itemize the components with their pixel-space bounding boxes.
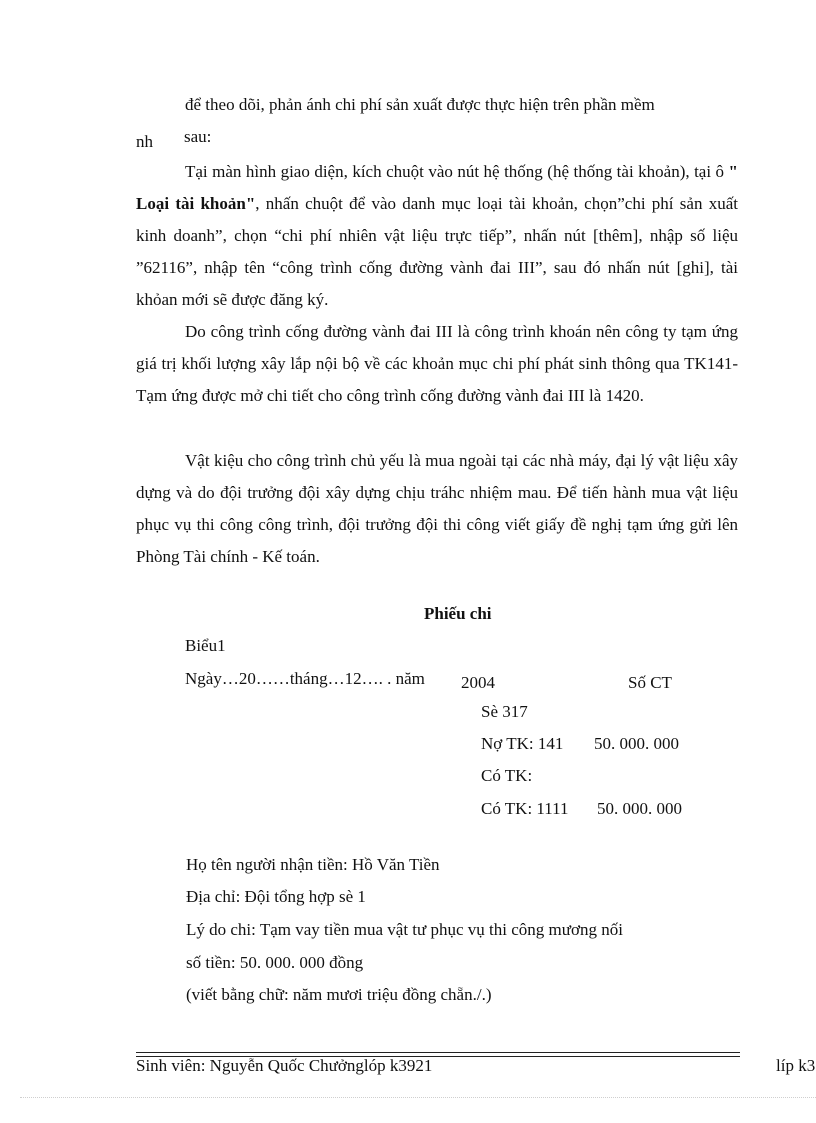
paragraph-1-fragment: nh [136, 132, 153, 151]
voucher-se-number: Sè 317 [481, 702, 528, 721]
paragraph-4: Vật kiệu cho công trình chủ yếu là mua ngoài tại các nhà máy, đại lý vật liệu xây dựng và do đội trưởng đội xây dựng chịu tráhc nhiệm mau. Để tiến hành mua vật liệu phục vụ thi công công trình, đội trưởng đội thi công viết giấy đề nghị tạm ứng gửi lên Phòng Tài chính - Kế toán. [136, 451, 738, 566]
voucher-title: Phiếu chi [424, 604, 492, 623]
voucher-year: 2004 [461, 673, 495, 692]
paragraph-3: Do công trình cống đường vành đai III là công trình khoán nên công ty tạm ứng giá trị khối lượng xây lắp nội bộ về các khoản mục chi phí phát sinh thông qua TK141- Tạm ứng được mở chi tiết cho công trình cống đường vành đai III là 1420. [136, 322, 738, 405]
footer-class-clipped: líp k3 [776, 1056, 816, 1075]
voucher-reason: Lý do chi: Tạm vay tiền mua vật tư phục vụ thi công mương nối [186, 920, 623, 939]
paragraph-2 [136, 156, 738, 316]
voucher-recipient: Họ tên người nhận tiền: Hồ Văn Tiền [186, 855, 440, 874]
voucher-credit-amount: 50. 000. 000 [597, 799, 682, 818]
voucher-amount-words: (viết bằng chữ: năm mươi triệu đồng chẵn./.) [186, 985, 492, 1004]
paragraph-2-text-b: , nhấn chuột để vào danh mục loại tài khoản, chọn”chi phí sản xuất kinh doanh”, chọn “chi phí nhiên vật liệu trực tiếp”, nhấn nút [thêm], nhập số liệu ”62116”, nhập tên “công trình cống đường vành đai III”, sau đó nhấn nút [ghi], tài khỏan mới sẽ được đăng ký. [136, 194, 738, 309]
footer-student-info: Sinh viên: Nguyễn Quốc Chưởnglóp k3921 [136, 1056, 433, 1075]
page-edge-dotted-line [20, 1097, 816, 1098]
voucher-debit-account: Nợ TK: 141 [481, 734, 564, 753]
voucher-amount-line: số tiền: 50. 000. 000 đồng [186, 953, 364, 972]
voucher-debit-amount: 50. 000. 000 [594, 734, 679, 753]
voucher-so-ct-label: Số CT [628, 673, 672, 692]
account-type-field-label: " Loại tài khoản" [136, 162, 738, 213]
voucher-form-label: Biểu1 [185, 636, 226, 655]
voucher-date-line: Ngày…20……tháng…12…. . năm [185, 669, 425, 688]
voucher-address: Địa chỉ: Đội tổng hợp sè 1 [186, 887, 366, 906]
voucher-credit-account: Có TK: 1111 [481, 799, 569, 818]
paragraph-1-line-2: sau: [184, 127, 212, 146]
footer-rule-thick [136, 1052, 740, 1053]
voucher-credit-account-blank: Có TK: [481, 766, 533, 785]
paragraph-2-text-a: Tại màn hình giao diện, kích chuột vào nút hệ thống (hệ thống tài khoản), tại ô [185, 162, 725, 181]
paragraph-1-line-1: để theo dõi, phản ánh chi phí sản xuất được thực hiện trên phần mềm [185, 95, 655, 114]
